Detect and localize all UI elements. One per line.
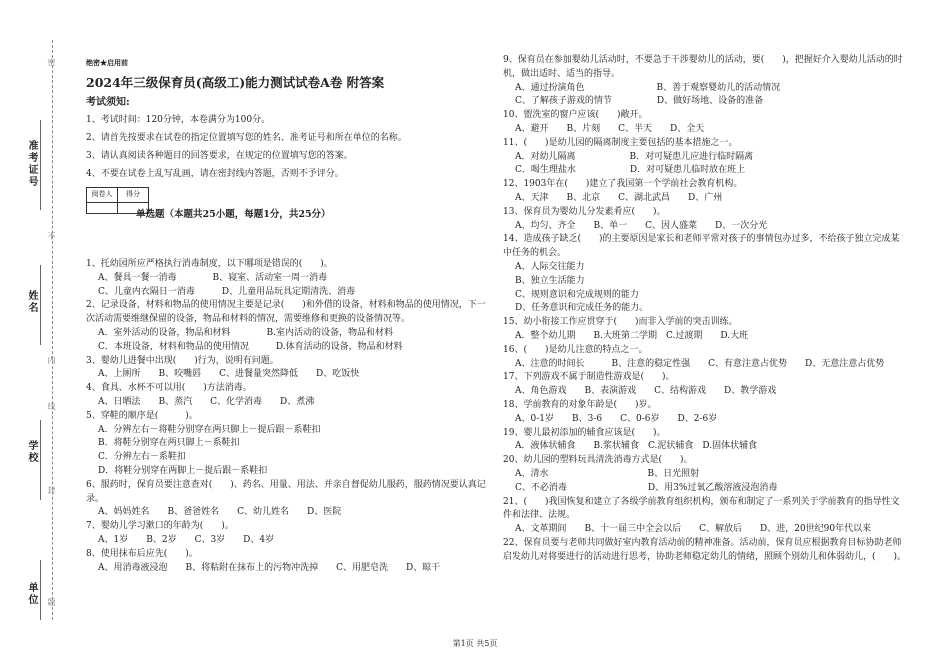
question-text: 13、保育员为婴幼儿分发素肴应( )。 [503, 206, 666, 217]
question-option: C．本班设备，材料和物品的使用情况 D.体育活动的设备，物品和材料 [98, 341, 403, 352]
question-text: 21、( )我国恢复和建立了各级学前教育组织机构，颁布和制定了一系列关于学前教育的指导性文件和法律、法规。 [503, 496, 900, 521]
question-text: 17、下列游戏不属于制造性游戏是( )。 [503, 372, 675, 383]
name-field[interactable] [40, 265, 41, 345]
question-text: 7、婴幼儿学习漱口的年龄为( )。 [86, 521, 234, 532]
question-option: A、餐具一餐一消毒 B、寝室、活动室一周一消毒 [98, 272, 328, 283]
question-option: A、避开 B、片刻 C、半天 D、全天 [515, 123, 705, 134]
question-text: 9、保育员在参加婴幼儿活动时，不要急于干涉婴幼儿的活动，要( )，把握好介入婴幼儿活动的时机，做出适时、适当的指导。 [503, 55, 903, 79]
exam-id-field[interactable] [40, 120, 41, 210]
question-option: A．对幼儿隔离 B．对可疑患儿应进行临时隔离 [515, 151, 754, 162]
right-column [503, 54, 908, 564]
question-option: A、1岁 B、2岁 C、3岁 D、4岁 [98, 534, 275, 545]
question-option: A、用消毒液浸泡 B、将粘附在抹布上的污物冲洗掉 C、用肥皂洗 D、晾干 [98, 562, 441, 573]
question-option: C．喝生理盐水 D．对可疑患儿临时放在班上 [515, 165, 746, 176]
question-option: A．液体状辅食 B.浆状辅食 C.泥状辅食 D.固体状辅食 [515, 441, 758, 452]
seal-mark: 不 [47, 232, 56, 242]
question-text: 19、婴儿最初添加的辅食应该是( )。 [503, 427, 666, 438]
seal-mark: 内 [47, 356, 56, 366]
question-text: 16、( )是幼儿注意的特点之一。 [503, 344, 648, 355]
question-option: A、清水 B、日光照射 [515, 468, 700, 479]
notes-heading: 考试须知: [86, 96, 130, 108]
question-option: A、注意的时间长 B、注意的稳定性强 C、有意注意占优势 D、无意注意占优势 [515, 358, 885, 369]
seal-dashed-line [52, 40, 53, 620]
page-title: 2024年三级保育员(高级工)能力测试试卷A卷 附答案 [86, 74, 385, 90]
question-text: 1、托幼园所应严格执行消毒制度，以下哪项是错误的( )。 [86, 258, 333, 269]
seal-mark: 封 [47, 486, 56, 496]
question-option: A、日晒法 B、蒸汽 C、化学消毒 D、煮沸 [98, 396, 315, 407]
note-item: 3、请认真阅读各种题目的回答要求，在规定的位置填写您的答案。 [86, 151, 353, 162]
question-text: 11、( )是幼儿园的隔离制度主要包括的基本措施之一。 [503, 137, 738, 148]
question-option: A、均匀、齐全 B、单一 C、因人盛菜 D、一次分光 [515, 220, 768, 231]
seal-mark: 题 [47, 598, 56, 608]
seal-mark: 线 [47, 402, 56, 412]
question-option: A、妈妈姓名 B、爸爸姓名 C、幼儿姓名 D、医院 [98, 507, 342, 518]
question-text: 3、婴幼儿进餐中出现( )行为，说明有问题。 [86, 355, 279, 366]
name-label: 姓名 [26, 290, 37, 314]
school-label: 学校 [26, 440, 37, 464]
left-question-list [86, 258, 486, 575]
note-item: 2、请首先按要求在试卷的指定位置填写您的姓名、准考证号和所在单位的名称。 [86, 133, 407, 144]
question-option: C、儿童内衣隔日一消毒 D、儿童用品玩具定期清洗、消毒 [98, 286, 356, 297]
question-text: 4、食具、水杯不可以用( )方法消毒。 [86, 383, 252, 394]
right-question-list [503, 54, 908, 564]
question-option: B．将鞋分别穿在两只脚上－系鞋扣 [98, 438, 240, 449]
exam-id-label: 准考证号 [26, 140, 37, 188]
question-text: 6、服药时，保育员要注意查对( )、药名、用量、用法、并亲自督促幼儿服药，服药情况要认真记录。 [86, 479, 486, 504]
score-header: 得分 [118, 188, 149, 203]
secret-mark: 绝密★启用前 [86, 58, 128, 67]
note-item: 4、不要在试卷上乱写乱画，请在密封线内答题，否则不予评分。 [86, 169, 344, 180]
question-option: C、了解孩子游戏的情节 D、做好场地、设备的准备 [515, 96, 764, 107]
question-option: C、不必消毒 D、用3%过氧乙酸溶液浸泡消毒 [515, 482, 778, 493]
question-option: A、通过扮演角色 B、善于观察婴幼儿的活动情况 [515, 82, 781, 93]
question-text: 8、使用抹布后应先( )。 [86, 548, 198, 559]
question-text: 15、幼小衔接工作应贯穿于( )而非入学前的突击训练。 [503, 317, 738, 328]
question-text: 20、幼儿园的塑料玩具清洗消毒方式是( )。 [503, 455, 693, 466]
question-option: A．分辨左右－将鞋分别穿在两只脚上－提后跟－系鞋扣 [98, 424, 321, 435]
school-field[interactable] [40, 420, 41, 500]
question-option: A、上厕所 B、咬嘴唇 C、进餐量突然降低 D、吃饭快 [98, 369, 360, 380]
seal-mark: 密 [47, 58, 56, 68]
question-option: D、任务意识和完成任务的能力。 [515, 303, 649, 314]
section-heading: 单选题（本题共25小题，每题1分，共25分） [136, 209, 331, 221]
reviewer-cell[interactable] [87, 203, 118, 214]
reviewer-header: 阅卷人 [87, 188, 118, 203]
unit-field[interactable] [40, 560, 41, 620]
question-text: 10、盥洗室的窗户应该( )敞开。 [503, 110, 648, 121]
question-text: 5、穿鞋的顺序是( )。 [86, 410, 198, 421]
question-text: 2、记录设备，材料和物品的使用情况主要是记录( )和外借的设备，材料和物品的使用情况，下一次活动需要维继保留的设备，物品和材料的情况，需要维修和更换的设备情况等。 [86, 300, 486, 325]
question-text: 12、1903年在( )建立了我国第一个学前社会教育机构。 [503, 179, 743, 190]
page-number: 第1页 共5页 [452, 639, 498, 648]
question-option: D．将鞋分别穿在两脚上－提后跟－系鞋扣 [98, 465, 268, 476]
note-item: 1、考试时间：120分钟，本卷满分为100分。 [86, 115, 271, 126]
question-option: A、人际交往能力 [515, 261, 585, 272]
question-option: A．室外活动的设备，物品和材料 B.室内活动的设备，物品和材料 [98, 327, 393, 338]
question-option: A、文革期间 B、十一届三中全会以后 C、解放后 D、进，20世纪90年代以来 [515, 524, 872, 535]
question-option: B、独立生活能力 [515, 275, 585, 286]
question-option: A、角色游戏 B、表演游戏 C、结构游戏 D、教学游戏 [515, 386, 777, 397]
question-text: 22、保育员要与老师共同做好室内教育活动前的精神准备。活动前，保育员应根据教育目标协助老师启发幼儿对将要进行的活动进行思考，协助老师稳定幼儿的情绪，照顾个别幼儿和体弱幼儿，( )。 [503, 537, 907, 562]
question-option: C．分辨左右－系鞋扣 [98, 452, 186, 463]
question-option: A、天津 B、北京 C、湖北武昌 D、广州 [515, 192, 723, 203]
question-option: C、规则意识和完成规则的能力 [515, 289, 639, 300]
question-text: 14、造成孩子缺乏( )的主要原因是家长和老师平常对孩子的事情包办过多，不给孩子独立完成某中任务的机会。 [503, 234, 900, 259]
unit-label: 单位 [26, 582, 37, 606]
left-column [86, 56, 486, 575]
binding-strip [0, 0, 68, 671]
question-text: 18、学前教育的对象年龄是( )岁。 [503, 399, 657, 410]
question-option: A、0-1岁 B、3-6 C、0-6岁 D、2-6岁 [515, 413, 718, 424]
question-option: A．整个幼儿期 B.大班第二学期 C.过渡期 D.大班 [515, 330, 749, 341]
